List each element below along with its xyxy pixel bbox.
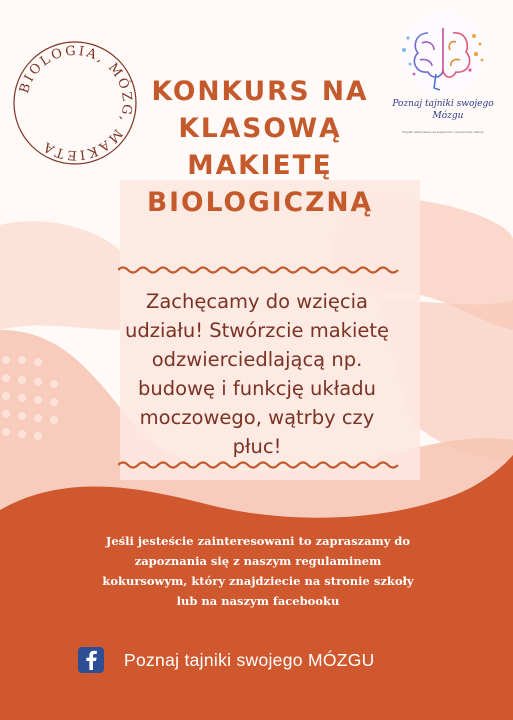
info-line: lub na naszym facebooku: [176, 594, 340, 608]
poster-title: [110, 73, 410, 221]
info-line: Jeśli jesteście zainteresowani to zapraszamy do: [105, 534, 411, 548]
message-line: Zachęcamy do wzięcia: [146, 290, 368, 313]
message-line: płuc!: [232, 435, 282, 458]
info-line: zapoznania się z naszym regulaminem: [134, 554, 382, 568]
message-line: odzwierciedlającą np.: [151, 348, 363, 371]
logo-script-line1: Poznaj tajniki swojego: [392, 99, 494, 109]
facebook-icon: [78, 647, 104, 673]
info-line: kokursowym, który znajdziecie na stronie szkoły: [102, 574, 414, 588]
message-line: udziału! Stwórzcie makietę: [124, 319, 390, 342]
wavy-divider-top: [118, 265, 402, 275]
title-line: KLASOWĄ: [178, 113, 342, 144]
title-line: BIOLOGICZNĄ: [146, 187, 374, 218]
facebook-label: Poznaj tajniki swojego MÓZGU: [124, 649, 375, 670]
wavy-divider-bottom: [118, 460, 402, 470]
title-line: MAKIETĘ: [187, 150, 333, 181]
stamp-text: BIOLOGIA, MÓZG, MAKIETA: [17, 43, 135, 163]
title-line: KONKURS NA: [151, 76, 369, 107]
message-line: budowę i funkcję układu: [138, 377, 376, 400]
info-text: [70, 531, 446, 611]
invitation-message: [72, 287, 442, 461]
message-line: moczowego, wątrby czy: [139, 406, 375, 429]
logo-caption: Projekt realizowany ze wsparciem nauczyciela i szkoły: [402, 130, 484, 134]
logo-script-line2: Mózgu: [432, 111, 464, 121]
facebook-link[interactable]: [78, 647, 375, 673]
